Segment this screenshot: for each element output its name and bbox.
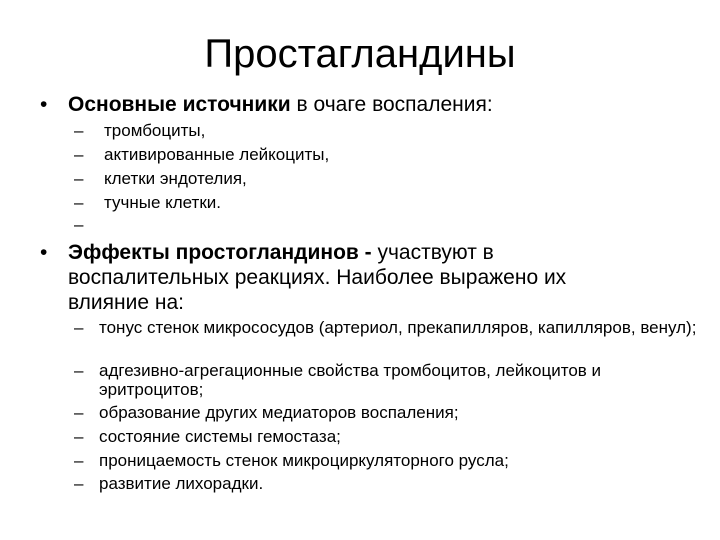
- source-item: тучные клетки.: [104, 193, 221, 212]
- dash-icon: –: [74, 193, 84, 212]
- dash-icon: –: [74, 169, 84, 188]
- bullet-main-sources: [40, 92, 700, 117]
- source-item: тромбоциты,: [104, 121, 206, 140]
- list-item: [74, 168, 694, 189]
- dash-icon: –: [74, 474, 84, 493]
- effect-item: развитие лихорадки.: [99, 474, 264, 493]
- list-item: [74, 318, 699, 337]
- list-item: [74, 451, 699, 470]
- list-item: [74, 192, 694, 213]
- list-item: [74, 144, 694, 165]
- main-sources-rest: в очаге воспаления:: [290, 93, 493, 116]
- dash-icon: –: [74, 427, 84, 446]
- main-sources-bold: Основные источники: [68, 93, 291, 116]
- dash-icon: –: [74, 215, 84, 234]
- dash-icon: –: [74, 403, 84, 422]
- bullet-effects: [40, 240, 640, 315]
- list-item: [74, 120, 694, 141]
- effect-item: образование других медиаторов воспаления;: [99, 403, 459, 422]
- list-item: [74, 403, 699, 422]
- source-item: активированные лейкоциты,: [104, 145, 330, 164]
- source-item: клетки эндотелия,: [104, 169, 247, 188]
- effect-item: проницаемость стенок микроциркуляторного русла;: [99, 451, 509, 470]
- effects-bold: Эффекты простогландинов -: [68, 241, 372, 264]
- bullet-icon: •: [40, 241, 48, 264]
- dash-icon: –: [74, 318, 84, 337]
- dash-icon: –: [74, 145, 84, 164]
- dash-icon: –: [74, 121, 84, 140]
- list-item: [74, 427, 699, 446]
- effects-rest: участвуют в воспалительных реакциях. Наиболее выражено их влияние на:: [68, 241, 567, 314]
- effect-item: состояние системы гемостаза;: [99, 427, 341, 446]
- list-item: [74, 474, 699, 493]
- bullet-icon: •: [40, 93, 48, 116]
- dash-icon: –: [74, 361, 84, 380]
- effects-text: [68, 240, 640, 315]
- dash-icon: –: [74, 451, 84, 470]
- slide-title: Простагландины: [204, 32, 516, 76]
- effect-item: тонус стенок микрососудов (артериол, прекапилляров, капилляров, венул);: [99, 318, 697, 337]
- effect-item: адгезивно-агрегационные свойства тромбоцитов, лейкоцитов и эритроцитов;: [99, 361, 602, 399]
- main-sources-text: [68, 92, 700, 117]
- list-item: [74, 361, 699, 399]
